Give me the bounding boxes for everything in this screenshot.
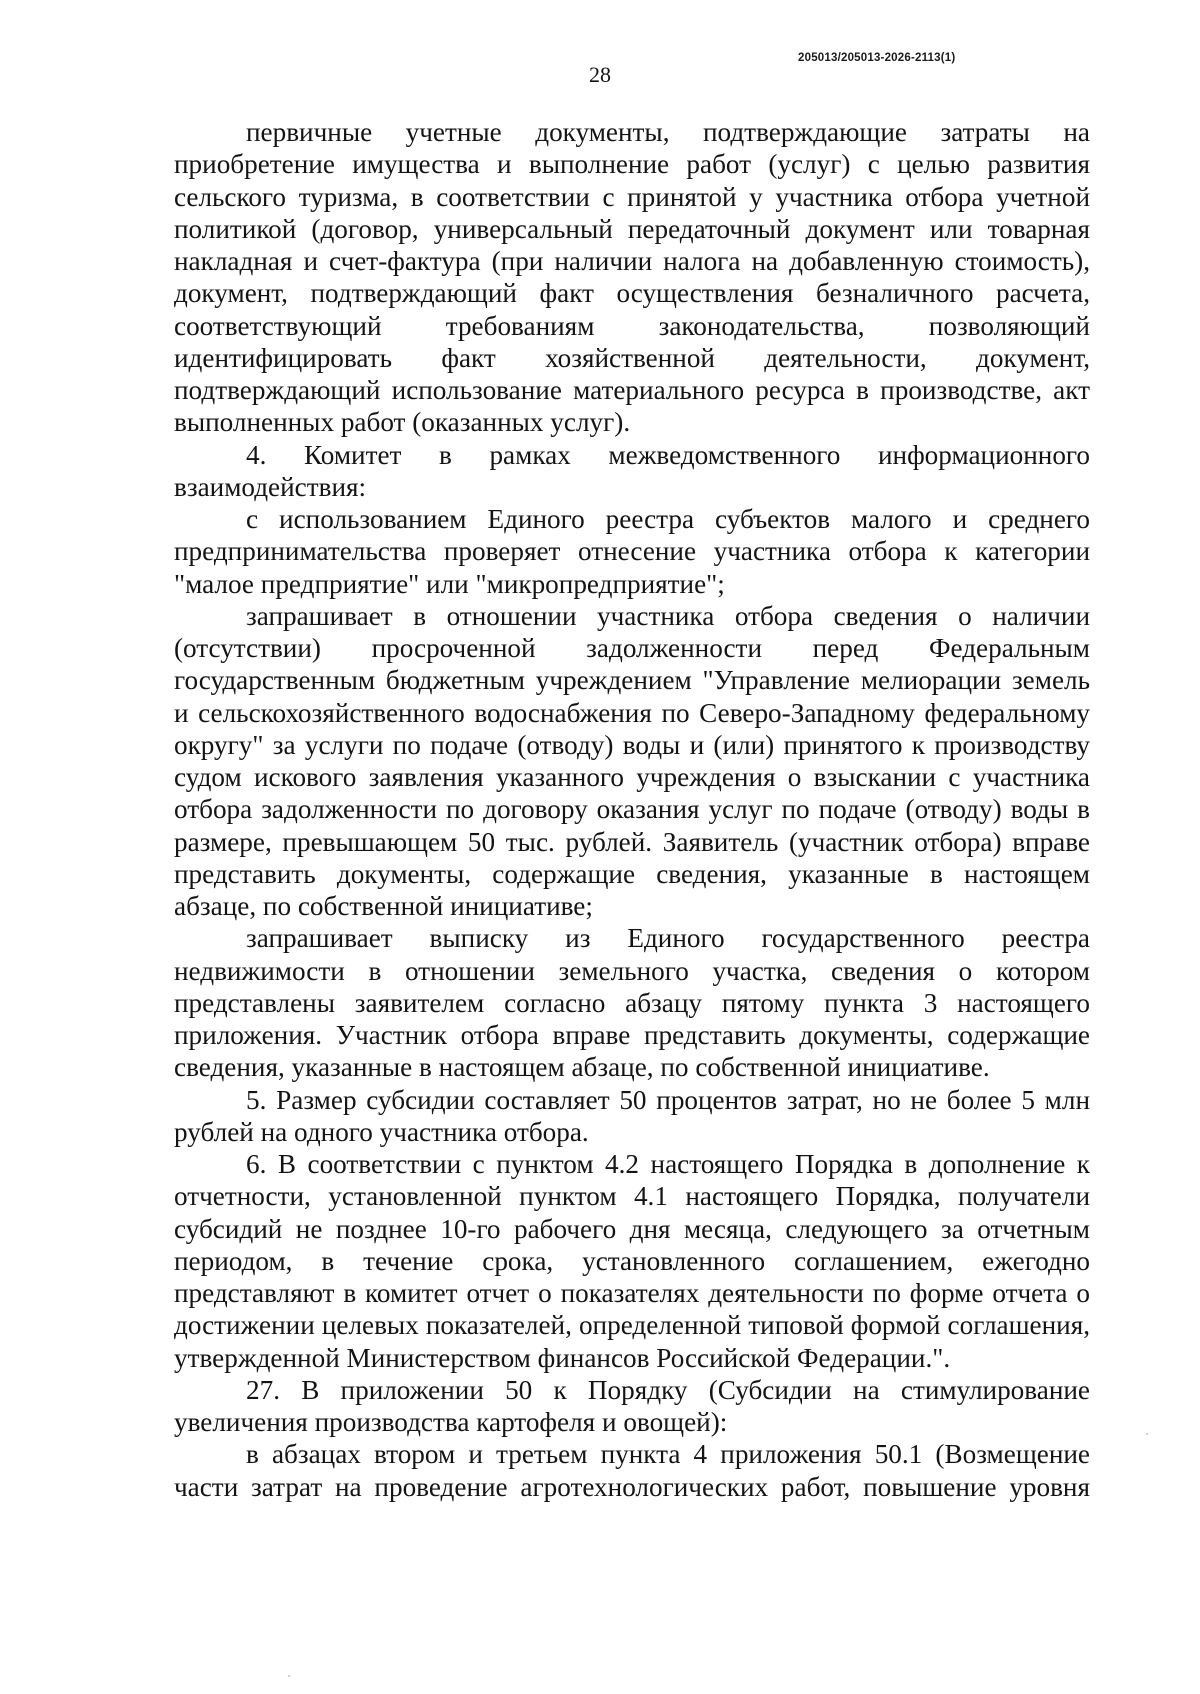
paragraph-debt-request: запрашивает в отношении участника отбора сведения о наличии (отсутствии) просроченной задолженности перед Федеральным государственным бюджетным учреждением "Управление мелиорации земель и сельскохозяйственного водоснабжения по Северо-Западному федеральному округу" за услуги по подаче (отводу) воды и (или) принятого к производству судом искового заявления указанного учреждения о взыскании с участника отбора задолженности по договору оказания услуг по подаче (отводу) воды в размере, превышающем 50 тыс. рублей. Заявитель (участник отбора) вправе представить документы, содержащие сведения, указанные в настоящем абзаце, по собственной инициативе; bbox=[174, 600, 1090, 921]
paragraph-sme-registry: с использованием Единого реестра субъектов малого и среднего предпринимательства проверяет отнесение участника отбора к категории "малое предприятие" или "микропредприятие"; bbox=[174, 504, 1090, 599]
scan-speck bbox=[288, 1675, 290, 1677]
paragraph-item-4: 4. Комитет в рамках межведомственного информационного взаимодействия: bbox=[174, 439, 1090, 502]
paragraph-item-5: 5. Размер субсидии составляет 50 процентов затрат, но не более 5 млн рублей на одного участника отбора. bbox=[174, 1084, 1090, 1147]
paragraph-real-estate-extract: запрашивает выписку из Единого государственного реестра недвижимости в отношении земельного участка, сведения о котором представлены заявителем согласно абзацу пятому пункта 3 настоящего приложения. Участник отбора вправе представить документы, содержащие сведения, указанные в настоящем абзаце, по собственной инициативе. bbox=[174, 923, 1090, 1083]
document-registration-number: 205013/205013-2026-2113(1) bbox=[798, 52, 956, 64]
scan-speck bbox=[1146, 1433, 1148, 1435]
paragraph-item-27: 27. В приложении 50 к Порядку (Субсидии на стимулирование увеличения производства картофеля и овощей): bbox=[174, 1374, 1090, 1437]
page-number: 28 bbox=[589, 62, 611, 87]
paragraph-appendix-50-1: в абзацах втором и третьем пункта 4 приложения 50.1 (Возмещение части затрат на проведение агротехнологических работ, повышение уровня bbox=[174, 1439, 1090, 1502]
paragraph-item-6: 6. В соответствии с пунктом 4.2 настоящего Порядка в дополнение к отчетности, установленной пунктом 4.1 настоящего Порядка, получатели субсидий не позднее 10-го рабочего дня месяца, следующего за отчетным периодом, в течение срока, установленного соглашением, ежегодно представляют в комитет отчет о показателях деятельности по форме отчета о достижении целевых показателей, определенной типовой формой соглашения, утвержденной Министерством финансов Российской Федерации.". bbox=[174, 1149, 1090, 1373]
document-body bbox=[174, 116, 1090, 1503]
paragraph-primary-documents: первичные учетные документы, подтверждающие затраты на приобретение имущества и выполнение работ (услуг) с целью развития сельского туризма, в соответствии с принятой у участника отбора учетной политикой (договор, универсальный передаточный документ или товарная накладная и счет-фактура (при наличии налога на добавленную стоимость), документ, подтверждающий факт осуществления безналичного расчета, соответствующий требованиям законодательства, позволяющий идентифицировать факт хозяйственной деятельности, документ, подтверждающий использование материального ресурса в производстве, акт выполненных работ (оказанных услуг). bbox=[174, 117, 1090, 438]
